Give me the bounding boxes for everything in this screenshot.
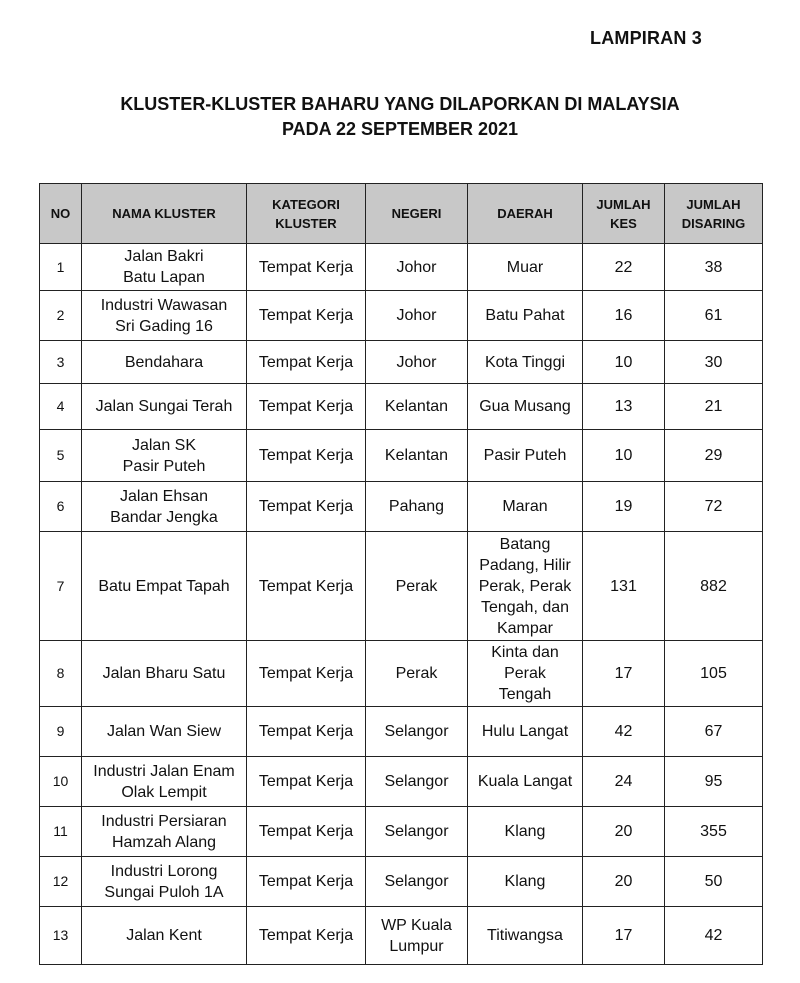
cell-nama-kluster <box>82 757 247 807</box>
table-row <box>40 430 763 482</box>
cell-nama-kluster-line: Olak Lempit <box>121 783 207 801</box>
cell-jumlah-disaring: 95 <box>665 757 763 807</box>
table-row <box>40 532 763 641</box>
cell-no: 11 <box>40 807 82 857</box>
cell-daerah <box>468 482 583 532</box>
cell-kategori-kluster: Tempat Kerja <box>247 532 366 641</box>
cell-daerah <box>468 707 583 757</box>
cell-jumlah-kes: 13 <box>583 384 665 430</box>
cell-daerah-line: Klang <box>504 823 546 840</box>
table-row <box>40 807 763 857</box>
cell-daerah <box>468 430 583 482</box>
cell-jumlah-disaring: 67 <box>665 707 763 757</box>
cell-daerah <box>468 384 583 430</box>
cell-nama-kluster-line: Pasir Puteh <box>122 457 206 475</box>
cell-jumlah-disaring: 61 <box>665 291 763 341</box>
cell-jumlah-kes: 17 <box>583 641 665 707</box>
table-row <box>40 707 763 757</box>
cell-negeri-line: Perak <box>395 577 438 595</box>
cell-negeri <box>366 707 468 757</box>
cell-daerah <box>468 757 583 807</box>
cell-negeri <box>366 384 468 430</box>
cell-negeri <box>366 641 468 707</box>
cell-jumlah-disaring: 21 <box>665 384 763 430</box>
header-jumlah-kes <box>583 184 665 244</box>
cell-kategori-kluster: Tempat Kerja <box>247 430 366 482</box>
cell-nama-kluster-line: Sri Gading 16 <box>115 317 213 335</box>
cell-no: 13 <box>40 907 82 965</box>
cell-nama-kluster-line: Batu Lapan <box>123 269 205 286</box>
table-row <box>40 907 763 965</box>
cell-daerah-line: Kinta dan <box>491 644 559 661</box>
cell-negeri-line: Pahang <box>388 498 445 515</box>
cell-daerah-line: Batang <box>499 535 551 553</box>
cell-daerah-line: Batu Pahat <box>485 307 565 324</box>
cell-daerah <box>468 291 583 341</box>
cell-jumlah-kes: 22 <box>583 244 665 291</box>
document-title <box>0 92 800 142</box>
table-row <box>40 641 763 707</box>
cell-negeri <box>366 907 468 965</box>
header-jumlah-disaring-line-1: JUMLAH <box>686 196 741 212</box>
cell-daerah <box>468 907 583 965</box>
cell-nama-kluster-line: Industri Wawasan <box>100 296 228 314</box>
cell-jumlah-kes: 19 <box>583 482 665 532</box>
title-line-1: KLUSTER-KLUSTER BAHARU YANG DILAPORKAN DI MALAYSIA <box>120 94 680 114</box>
cell-kategori-kluster: Tempat Kerja <box>247 807 366 857</box>
header-kategori-kluster <box>247 184 366 244</box>
cell-jumlah-kes: 131 <box>583 532 665 641</box>
header-kategori-line-2: KLUSTER <box>275 215 337 231</box>
cell-daerah-line: Perak, Perak <box>478 577 572 595</box>
cell-nama-kluster-line: Jalan Sungai Terah <box>95 398 233 415</box>
cell-negeri-line: Johor <box>396 258 437 276</box>
cell-no: 1 <box>40 244 82 291</box>
cell-negeri-line: Perak <box>395 665 438 682</box>
cell-negeri <box>366 291 468 341</box>
cell-jumlah-kes: 10 <box>583 430 665 482</box>
cell-daerah-line: Maran <box>502 498 548 515</box>
cell-daerah-line: Pasir Puteh <box>483 447 567 464</box>
cell-daerah-line: Tengah, dan <box>480 598 570 616</box>
cell-nama-kluster <box>82 430 247 482</box>
cell-no: 12 <box>40 857 82 907</box>
cell-nama-kluster-line: Bandar Jengka <box>110 508 218 526</box>
table-row <box>40 291 763 341</box>
cell-nama-kluster <box>82 244 247 291</box>
cell-jumlah-kes: 10 <box>583 341 665 384</box>
table-body <box>40 244 763 965</box>
cell-nama-kluster <box>82 482 247 532</box>
cell-no: 4 <box>40 384 82 430</box>
cell-daerah-line: Kuala Langat <box>477 773 573 790</box>
cell-jumlah-disaring: 29 <box>665 430 763 482</box>
cell-nama-kluster-line: Batu Empat Tapah <box>98 577 230 595</box>
cell-nama-kluster <box>82 707 247 757</box>
cell-negeri <box>366 482 468 532</box>
cell-daerah <box>468 641 583 707</box>
cell-nama-kluster-line: Jalan Bakri <box>124 248 204 265</box>
cell-negeri-line: WP Kuala <box>381 916 452 934</box>
table-row <box>40 482 763 532</box>
cell-daerah-line: Klang <box>504 873 546 890</box>
table-row <box>40 857 763 907</box>
cell-jumlah-disaring: 38 <box>665 244 763 291</box>
cell-nama-kluster-line: Hamzah Alang <box>111 833 217 851</box>
cell-nama-kluster-line: Industri Lorong <box>110 862 218 880</box>
header-nama-kluster: NAMA KLUSTER <box>82 184 247 244</box>
cell-daerah <box>468 532 583 641</box>
cell-negeri <box>366 341 468 384</box>
cell-nama-kluster-line: Jalan Wan Siew <box>106 723 222 740</box>
header-jumlah-kes-line-2: KES <box>610 215 637 231</box>
cell-nama-kluster-line: Sungai Puloh 1A <box>104 883 224 901</box>
header-jumlah-disaring-line-2: DISARING <box>681 215 746 231</box>
cell-negeri-line: Johor <box>396 353 437 371</box>
cell-kategori-kluster: Tempat Kerja <box>247 291 366 341</box>
table-row <box>40 384 763 430</box>
cell-jumlah-kes: 24 <box>583 757 665 807</box>
cell-daerah-line: Gua Musang <box>479 398 571 415</box>
cell-no: 2 <box>40 291 82 341</box>
cluster-table <box>39 183 763 965</box>
cell-jumlah-disaring: 50 <box>665 857 763 907</box>
table-row <box>40 244 763 291</box>
cell-jumlah-disaring: 882 <box>665 532 763 641</box>
cell-no: 3 <box>40 341 82 384</box>
cell-nama-kluster <box>82 857 247 907</box>
cell-no: 7 <box>40 532 82 641</box>
cell-daerah <box>468 807 583 857</box>
table-row <box>40 341 763 384</box>
cell-daerah-line: Kampar <box>496 619 554 637</box>
cell-daerah-line: Titiwangsa <box>487 927 563 944</box>
cell-negeri <box>366 244 468 291</box>
cell-jumlah-disaring: 105 <box>665 641 763 707</box>
cell-nama-kluster <box>82 291 247 341</box>
cell-kategori-kluster: Tempat Kerja <box>247 482 366 532</box>
cell-daerah-line: Muar <box>506 258 544 276</box>
cell-jumlah-disaring: 72 <box>665 482 763 532</box>
header-negeri: NEGERI <box>366 184 468 244</box>
cell-daerah-line: Tengah <box>498 686 552 703</box>
cell-negeri-line: Kelantan <box>384 447 449 464</box>
cell-negeri <box>366 430 468 482</box>
cell-daerah-line: Kota Tinggi <box>484 353 566 371</box>
cell-nama-kluster-line: Jalan Kent <box>126 927 202 944</box>
cell-daerah-line: Hulu Langat <box>481 723 569 740</box>
header-row <box>40 184 763 244</box>
cell-daerah-line: Perak <box>504 665 546 682</box>
cell-jumlah-kes: 20 <box>583 807 665 857</box>
cell-jumlah-disaring: 355 <box>665 807 763 857</box>
appendix-label: LAMPIRAN 3 <box>590 28 703 48</box>
header-kategori-line-1: KATEGORI <box>272 196 340 212</box>
cell-nama-kluster-line: Industri Jalan Enam <box>93 762 235 780</box>
cell-nama-kluster <box>82 341 247 384</box>
cell-nama-kluster <box>82 532 247 641</box>
table-row <box>40 757 763 807</box>
cell-jumlah-disaring: 42 <box>665 907 763 965</box>
cell-negeri <box>366 532 468 641</box>
cell-no: 9 <box>40 707 82 757</box>
cell-negeri <box>366 857 468 907</box>
table-header <box>40 184 763 244</box>
cell-no: 8 <box>40 641 82 707</box>
cell-nama-kluster-line: Bendahara <box>124 353 204 371</box>
cell-nama-kluster <box>82 807 247 857</box>
cell-nama-kluster <box>82 907 247 965</box>
cell-nama-kluster-line: Jalan SK <box>131 436 197 454</box>
cell-kategori-kluster: Tempat Kerja <box>247 707 366 757</box>
cell-negeri-line: Selangor <box>384 773 449 790</box>
cell-nama-kluster-line: Jalan Ehsan <box>119 487 209 505</box>
cell-no: 10 <box>40 757 82 807</box>
cell-kategori-kluster: Tempat Kerja <box>247 384 366 430</box>
cell-jumlah-kes: 16 <box>583 291 665 341</box>
cell-negeri <box>366 807 468 857</box>
cell-jumlah-kes: 20 <box>583 857 665 907</box>
cell-kategori-kluster: Tempat Kerja <box>247 244 366 291</box>
title-line-2: PADA 22 SEPTEMBER 2021 <box>281 119 519 139</box>
cell-negeri-line: Selangor <box>384 823 449 840</box>
cell-no: 6 <box>40 482 82 532</box>
header-daerah: DAERAH <box>468 184 583 244</box>
cell-negeri <box>366 757 468 807</box>
cell-nama-kluster <box>82 641 247 707</box>
cell-daerah-line: Padang, Hilir <box>479 556 571 574</box>
cell-kategori-kluster: Tempat Kerja <box>247 341 366 384</box>
cell-kategori-kluster: Tempat Kerja <box>247 907 366 965</box>
cell-jumlah-kes: 42 <box>583 707 665 757</box>
header-jumlah-disaring <box>665 184 763 244</box>
cell-daerah <box>468 341 583 384</box>
cell-kategori-kluster: Tempat Kerja <box>247 857 366 907</box>
cell-negeri-line: Johor <box>396 307 437 324</box>
cell-kategori-kluster: Tempat Kerja <box>247 757 366 807</box>
cell-jumlah-kes: 17 <box>583 907 665 965</box>
header-jumlah-kes-line-1: JUMLAH <box>596 196 651 212</box>
cell-kategori-kluster: Tempat Kerja <box>247 641 366 707</box>
header-no: NO <box>40 184 82 244</box>
cell-daerah <box>468 244 583 291</box>
cell-negeri-line: Kelantan <box>384 398 449 415</box>
cell-daerah <box>468 857 583 907</box>
cell-jumlah-disaring: 30 <box>665 341 763 384</box>
cell-negeri-line: Lumpur <box>389 937 444 955</box>
cell-nama-kluster-line: Industri Persiaran <box>101 812 227 830</box>
cell-nama-kluster-line: Jalan Bharu Satu <box>102 665 226 682</box>
cell-negeri-line: Selangor <box>384 873 449 890</box>
cell-negeri-line: Selangor <box>384 723 449 740</box>
cell-nama-kluster <box>82 384 247 430</box>
cell-no: 5 <box>40 430 82 482</box>
